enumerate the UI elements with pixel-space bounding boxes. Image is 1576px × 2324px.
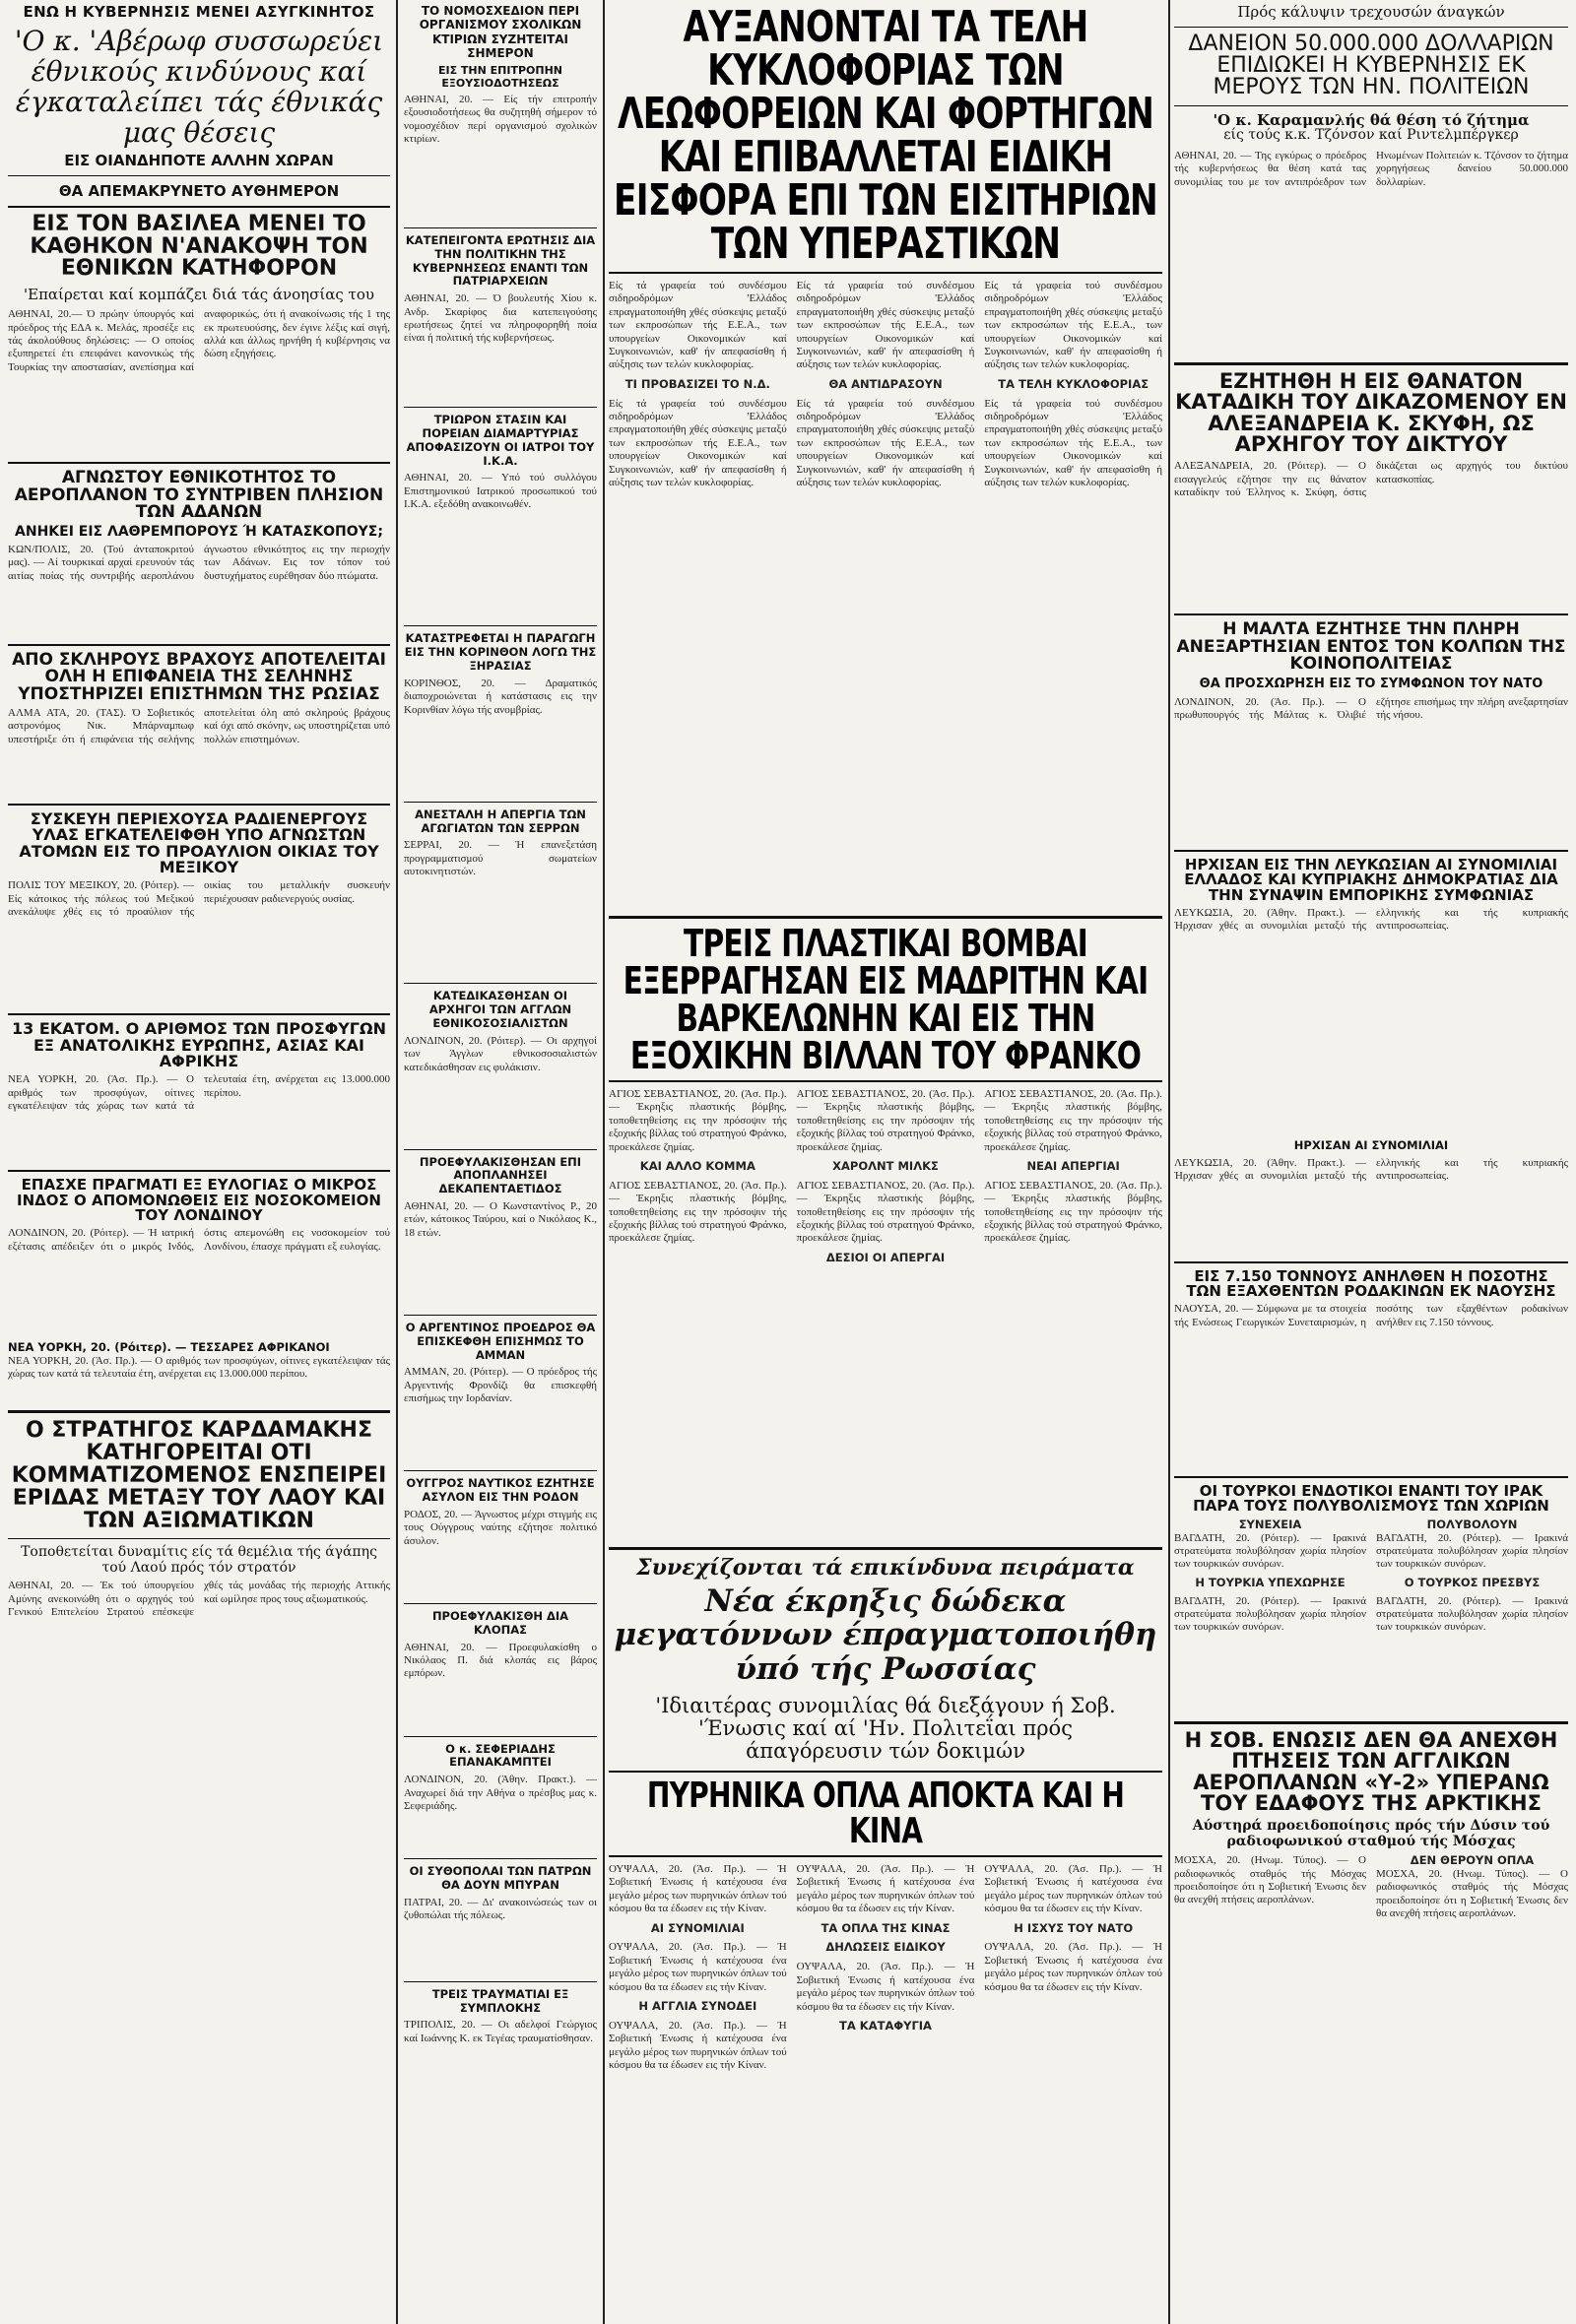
fares-body-3: Είς τά γραφεία τού συνδέσμου σιδηροδρόμων 'Ελλάδος επραγματοποιήθη χθές σύσκεψις μεταξύ των εκπροσώπων τής Ε.Ε.Α., των υπουργείων Οικονομικών καί Συγκοινωνιών, καθ' ήν απεφασίσθη ή αύξησις των τελών κυκλοφορίας.: [796, 280, 975, 371]
column-rule: [396, 0, 398, 2324]
cyprus-subhead: ΗΡΧΙΣΑΝ ΑΙ ΣΥΝΟΜΙΛΙΑΙ: [1293, 1137, 1449, 1152]
patriarch-body: ΑΘΗΝΑΙ, 20. — Ό βουλευτής Χίου κ. Ανδρ. Σκαρίφος δια κατεπειγούσης ερωτήσεως ζητεί να πληροφορηθή ποία είναι ή πολιτική τής κυβερνήσεως.: [404, 292, 597, 345]
u2-body: ΜΟΣΧΑ, 20. (Ηνωμ. Τύπος). — Ο ραδιοφωνικός σταθμός τής Μόσχας προειδοποίησε ότι η Σοβιετική Ένωσις δεν θα ανεχθή πτήσεις αεροπλάνων.: [1174, 1854, 1366, 1906]
lead-headline: 'Ο κ. 'Αβέρωφ συσσωρεύει έθνικούς κινδύνους καί έγκαταλείπει τάς έθνικάς μας θέσεις: [14, 25, 384, 149]
loan-deck-1: 'Ο κ. Καραμανλής θά θέση τό ζήτημα: [1213, 110, 1530, 129]
seferiadis-headline: Ο κ. ΣΕΦΕΡΙΑΔΗΣ ΕΠΑΝΑΚΑΜΠΤΕΙ: [445, 1741, 556, 1770]
schools-headline: ΤΟ ΝΟΜΟΣΧΕΔΙΟΝ ΠΕΡΙ ΟΡΓΑΝΙΣΜΟΥ ΣΧΟΛΙΚΩΝ ΚΤΙΡΙΩΝ ΣΥΖΗΤΕΙΤΑΙ ΣΗΜΕΡΟΝ: [419, 4, 582, 61]
iraq-body-4: ΒΑΓΔΑΤΗ, 20. (Ρόιτερ). — Ιρακινά στρατεύματα πολυβόλησαν χωρία πλησίον των τουρκικών συνόρων.: [1376, 1594, 1568, 1634]
china-body-2: ΟΥΨΑΛΑ, 20. (Άσ. Πρ.). — Ή Σοβιετική Ένωσις ή κατέχουσα ένα μεγάλο μέρος των πυρηνικών όπλων τού κόσμου θα τα έδωσεν εις τήν Κίναν.: [609, 1941, 787, 1993]
bombs-subhead-allo: ΚΑΙ ΑΛΛΟ ΚΟΜΜΑ: [639, 1159, 755, 1174]
injured-body: ΤΡΙΠΟΛΙΣ, 20. — Οι αδελφοί Γεώργιος καί Ιωάννης Κ. εκ Τεγέας τραυματίσθησαν.: [404, 2019, 597, 2044]
theft-headline: ΠΡΟΕΦΥΛΑΚΙΣΘΗ ΔΙΑ ΚΛΟΠΑΣ: [431, 1609, 569, 1637]
skyfis-body: ΑΛΕΞΑΝΔΡΕΙΑ, 20. (Ρόιτερ). — Ο εισαγγελεύς εζήτησε την εις θάνατον καταδίκην τού Έλληνος κ. Σκύφη, όστις δικάζεται ως αρχηγός του δικτύου κατασκοπίας.: [1174, 460, 1568, 499]
cyprus-headline: ΗΡΧΙΣΑΝ ΕΙΣ ΤΗΝ ΛΕΥΚΩΣΙΑΝ ΑΙ ΣΥΝΟΜΙΛΙΑΙ ΕΛΛΑΔΟΣ ΚΑΙ ΚΥΠΡΙΑΚΗΣ ΔΗΜΟΚΡΑΤΙΑΣ ΔΙΑ ΤΗΝ ΣΥΝΑΨΙΝ ΕΜΠΟΡΙΚΗΣ ΣΥΜΦΩΝΙΑΣ: [1184, 855, 1558, 904]
sailor-headline: ΟΥΓΓΡΟΣ ΝΑΥΤΙΚΟΣ ΕΖΗΤΗΣΕ ΑΣΥΛΟΝ ΕΙΣ ΤΗΝ ΡΟΔΟΝ: [406, 1476, 595, 1505]
bombs-body: ΑΓΙΟΣ ΣΕΒΑΣΤΙΑΝΟΣ, 20. (Άσ. Πρ.). — Έκρηξις πλαστικής βόμβης, τοποθετηθείσης εις την πρόσοψιν τής εξοχικής βίλλας τού στρατηγού Φράνκο, προεκάλεσε ζημίας.: [609, 1088, 787, 1153]
iraq-subhead-4: Ο ΤΟΥΡΚΟΣ ΠΡΕΣΒΥΣ: [1404, 1575, 1541, 1589]
strike-headline: ΑΝΕΣΤΑΛΗ Η ΑΠΕΡΓΙΑ ΤΩΝ ΑΓΩΓΙΑΤΩΝ ΤΩΝ ΣΕΡΡΩΝ: [415, 807, 586, 835]
china-body-6: ΟΥΨΑΛΑ, 20. (Άσ. Πρ.). — Ή Σοβιετική Ένωσις ή κατέχουσα ένα μεγάλο μέρος των πυρηνικών όπλων τού κόσμου θα τα έδωσεν εις τήν Κίναν.: [984, 1863, 1162, 1915]
bombs-body-6: ΑΓΙΟΣ ΣΕΒΑΣΤΙΑΝΟΣ, 20. (Άσ. Πρ.). — Έκρηξις πλαστικής βόμβης, τοποθετηθείσης εις την πρόσοψιν τής εξοχικής βίλλας τού στρατηγού Φράνκο, προεκάλεσε ζημίας.: [984, 1179, 1162, 1245]
patriarch-headline: ΚΑΤΕΠΕΙΓΟΝΤΑ ΕΡΩΤΗΣΙΣ ΔΙΑ ΤΗΝ ΠΟΛΙΤΙΚΗΝ ΤΗΣ ΚΥΒΕΡΝΗΣΕΩΣ ΕΝΑΝΤΙ ΤΩΝ ΠΑΤΡΙΑΡΧΕΙΩΝ: [405, 232, 596, 289]
detained-headline: ΠΡΟΕΦΥΛΑΚΙΣΘΗΣΑΝ ΕΠΙ ΑΠΟΠΛΑΝΗΣΕΙ ΔΕΚΑΠΕΝΤΑΕΤΙΔΟΣ: [419, 1154, 582, 1196]
drought-body: ΚΟΡΙΝΘΟΣ, 20. — Δραματικός διαποχροιώνεται ή κατάστασις εις την Κορινθίαν λόγω τής ανομβρίας.: [404, 677, 597, 716]
china-subhead-kataf: ΤΑ ΚΑΤΑΦΥΓΙΑ: [839, 2018, 932, 2033]
fares-banner-headline: ΑΥΞΑΝΟΝΤΑΙ ΤΑ ΤΕΛΗ ΚΥΚΛΟΦΟΡΙΑΣ ΤΩΝ ΛΕΩΦΟΡΕΙΩΝ ΚΑΙ ΦΟΡΤΗΓΩΝ ΚΑΙ ΕΠΙΒΑΛΛΕΤΑΙ ΕΙΔΙΚΗ ΕΙΣΦΟΡΑ ΕΠΙ ΤΩΝ ΕΙΣΙΤΗΡΙΩΝ ΤΩΝ ΥΠΕΡΑΣΤΙΚΩΝ: [614, 6, 1157, 266]
fascists-body: ΛΟΝΔΙΝΟΝ, 20. (Ρόιτερ). — Οι αρχηγοί των Άγγλων εθνικοσοσιαλιστών κατεδικάσθησαν εις φυλάκισιν.: [404, 1034, 597, 1073]
china-subhead-dil: ΔΗΛΩΣΕΙΣ ΕΙΔΙΚΟΥ: [825, 1940, 946, 1955]
sailor-body: ΡΟΔΟΣ, 20. — Άγνωστος μέχρι στιγμής εις τους Ούγγρους ναύτης εζήτησε πολιτικό άσυλον.: [404, 1509, 597, 1547]
china-subhead-isxys: Η ΙΣΧΥΣ ΤΟΥ ΝΑΤΟ: [1014, 1920, 1134, 1935]
china-body-7: ΟΥΨΑΛΑ, 20. (Άσ. Πρ.). — Ή Σοβιετική Ένωσις ή κατέχουσα ένα μεγάλο μέρος των πυρηνικών όπλων τού κόσμου θα τα έδωσεν εις τήν Κίναν.: [984, 1941, 1162, 1993]
china-subhead-kina: ΤΑ ΟΠΛΑ ΤΗΣ ΚΙΝΑΣ: [821, 1920, 951, 1935]
malta-subhead: ΘΑ ΠΡΟΣΧΩΡΗΣΗ ΕΙΣ ΤΟ ΣΥΜΦΩΝΟΝ ΤΟΥ ΝΑΤΟ: [1199, 677, 1543, 692]
lead-subhead-1: ΕΙΣ ΟΙΑΝΔΗΠΟΤΕ ΑΛΛΗΝ ΧΩΡΑΝ: [64, 152, 334, 170]
right-column: [1174, 4, 1568, 2324]
seferiadis-body: ΛΟΝΔΙΝΟΝ, 20. (Άθην. Πρακτ.). — Αναχωρεί διά την Αθήνα ο πρέσβυς μας κ. Σεφεριάδης.: [404, 1774, 597, 1813]
bombs-body-2: ΑΓΙΟΣ ΣΕΒΑΣΤΙΑΝΟΣ, 20. (Άσ. Πρ.). — Έκρηξις πλαστικής βόμβης, τοποθετηθείσης εις την πρόσοψιν τής εξοχικής βίλλας τού στρατηγού Φράνκο, προεκάλεσε ζημίας.: [609, 1179, 787, 1245]
lead-body: ΑΘΗΝΑΙ, 20.— Ό πρώην ύπουργός καί πρόεδρος τής ΕΔΑ κ. Μελάς, προσέξε εις τάς άκολούθους δηλώσεις: — Ο οποίος εξυπηρετεί έτι επειφάνει κανονικώς τής Τουρκίας την αποστασίαν, ανεπίσημα καί αναφορικώς, ότι ή ανακοίνωσις τής 1 της εκ πρωτευούσης, δεν έγινε λέξις καί σιγή, αλλά και άλλως ηρνήθη ή κυβέρνησις να δώση εξηγήσεις.: [8, 308, 390, 373]
column-rule: [1168, 0, 1170, 2324]
lead-subhead-3: ΕΙΣ ΤΟΝ ΒΑΣΙΛΕΑ ΜΕΝΕΙ ΤΟ ΚΑΘΗΚΟΝ Ν'ΑΝΑΚΟΨΗ ΤΟΝ ΕΘΝΙΚΩΝ ΚΑΤΗΦΟΡΟΝ: [30, 212, 368, 282]
bombs-subhead-xar: ΧΑΡΟΛΝΤ ΜΙΛΚΣ: [832, 1159, 939, 1174]
injured-headline: ΤΡΕΙΣ ΤΡΑΥΜΑΤΙΑΙ ΕΞ ΣΥΜΠΛΟΚΗΣ: [431, 1986, 569, 2015]
malta-body: ΛΟΝΔΙΝΟΝ, 20. (Άσ. Πρ.). — Ο πρωθυπουργός τής Μάλτας κ. Όλιβιέ εζήτησε επισήμως την πλήρη ανεξαρτησίαν τής νήσου.: [1174, 695, 1568, 722]
bombs-body-5: ΑΓΙΟΣ ΣΕΒΑΣΤΙΑΝΟΣ, 20. (Άσ. Πρ.). — Έκρηξις πλαστικής βόμβης, τοποθετηθείσης εις την πρόσοψιν τής εξοχικής βίλλας τού στρατηγού Φράνκο, προεκάλεσε ζημίας.: [984, 1088, 1162, 1153]
iraq-headline: ΟΙ ΤΟΥΡΚΟΙ ΕΝΔΟΤΙΚΟΙ ΕΝΑΝΤΙ ΤΟΥ ΙΡΑΚ ΠΑΡΑ ΤΟΥΣ ΠΟΛΥΒΟΛΙΣΜΟΥΣ ΤΩΝ ΧΩΡΙΩΝ: [1193, 1482, 1549, 1516]
iraq-body: ΒΑΓΔΑΤΗ, 20. (Ρόιτερ). — Ιρακινά στρατεύματα πολυβόλησαν χωρία πλησίον των τουρκικών συνόρων.: [1174, 1531, 1366, 1571]
lead-kicker: ΕΝΩ Η ΚΥΒΕΡΝΗΣΙΣ ΜΕΝΕΙ ΑΣΥΓΚΙΝΗΤΟΣ: [23, 4, 375, 21]
u2-body-2: ΜΟΣΧΑ, 20. (Ηνωμ. Τύπος). — Ο ραδιοφωνικός σταθμός τής Μόσχας προειδοποίησε ότι η Σοβιετική Ένωσις δεν θα ανεχθή πτήσεις αεροπλάνων.: [1376, 1867, 1568, 1920]
bombs-body-3: ΑΓΙΟΣ ΣΕΒΑΣΤΙΑΝΟΣ, 20. (Άσ. Πρ.). — Έκρηξις πλαστικής βόμβης, τοποθετηθείσης εις την πρόσοψιν τής εξοχικής βίλλας τού στρατηγού Φράνκο, προεκάλεσε ζημίας.: [796, 1088, 975, 1153]
beer-headline: ΟΙ ΣΥΘΟΠΟΛΑΙ ΤΩΝ ΠΑΤΡΩΝ ΘΑ ΔΟΥΝ ΜΠΥΡΑΝ: [409, 1864, 592, 1893]
tests-headline: Νέα έκρηξις δώδεκα μεγατόννων έπραγματοποιήθη ύπό τής Ρωσσίας: [614, 1582, 1157, 1688]
peaches-headline: ΕΙΣ 7.150 ΤΟΝΝΟΥΣ ΑΝΗΛΘΕΝ Η ΠΟΣΟΤΗΣ ΤΩΝ ΕΞΑΧΘΕΝΤΩΝ ΡΟΔΑΚΙΝΩΝ ΕΚ ΝΑΟΥΣΗΣ: [1186, 1266, 1556, 1300]
cyprus-body-2: ΛΕΥΚΩΣΙΑ, 20. (Άθην. Πρακτ.). — Ήρχισαν χθές αι συνομιλίαι μεταξύ τής ελληνικής και τής κυπριακής αντιπροσωπείας.: [1174, 1156, 1568, 1182]
kardamakis-body: ΑΘΗΝΑΙ, 20. — Έκ τού ύπουργείου Αμύνης ανεκοινώθη ότι ο αρχηγός τού Γενικού Επιτελείου Στρατού επέσκεψε χθές τάς μονάδας τής περιοχής Αττικής καί ωμίλησε προς τους αξιωματικούς.: [8, 1580, 390, 1618]
iraq-body-2: ΒΑΓΔΑΤΗ, 20. (Ρόιτερ). — Ιρακινά στρατεύματα πολυβόλησαν χωρία πλησίον των τουρκικών συνόρων.: [1174, 1594, 1366, 1634]
moon-body: ΑΛΜΑ ΑΤΑ, 20. (ΤΑΣ). Ό Σοβιετικός αστρονόμος Νικ. Μπάρναμπωφ υπεστήριξε ότι ή επιφάνεια τής σελήνης αποτελείται όλη από σκληρούς βράχους καί όχι από σκόνην, ως υποστηρίζεται υπό πολλών επιστημόνων.: [8, 707, 390, 745]
adana-subhead: ΑΝΗΚΕΙ ΕΙΣ ΛΑΘΡΕΜΠΟΡΟΥΣ Ή ΚΑΤΑΣΚΟΠΟΥΣ;: [15, 524, 383, 541]
second-column: [404, 4, 597, 2324]
loan-deck-2: είς τούς κ.κ. Τζόνσον καί Ριντελμπέργκερ: [1223, 127, 1519, 144]
doctors-headline: ΤΡΙΩΡΟΝ ΣΤΑΣΙΝ ΚΑΙ ΠΟΡΕΙΑΝ ΔΙΑΜΑΡΤΥΡΙΑΣ ΑΠΟΦΑΣΙΖΟΥΝ ΟΙ ΙΑΤΡΟΙ ΤΟΥ Ι.Κ.Α.: [406, 413, 595, 468]
china-subhead-syn: ΑΙ ΣΥΝΟΜΙΛΙΑΙ: [650, 1920, 745, 1935]
china-article: [609, 1863, 1162, 2324]
loan-kicker: Πρός κάλυψιν τρεχουσών άναγκών: [1237, 4, 1505, 21]
fares-article: [609, 280, 1162, 910]
column-rule: [603, 0, 605, 2324]
smallpox-body: ΛΟΝΔΙΝΟΝ, 20. (Ρόιτερ). — Ή ιατρική εξέτασις απέδειξεν ότι ο μικρός Ινδός, όστις απεμονώθη εις νοσοκομείον τού Λονδίνου, έπασχε πράγματι εξ ευλογίας.: [8, 1227, 390, 1253]
fascists-headline: ΚΑΤΕΔΙΚΑΣΘΗΣΑΝ ΟΙ ΑΡΧΗΓΟΙ ΤΩΝ ΑΓΓΛΩΝ ΕΘΝΙΚΟΣΟΣΙΑΛΙΣΤΩΝ: [428, 989, 572, 1030]
skyfis-headline: ΕΖΗΤΗΘΗ Η ΕΙΣ ΘΑΝΑΤΟΝ ΚΑΤΑΔΙΚΗ ΤΟΥ ΔΙΚΑΖΟΜΕΝΟΥ ΕΝ ΑΛΕΞΑΝΔΡΕΙΑ Κ. ΣΚΥΦΗ, ΩΣ ΑΡΧΗΓΟΥ ΤΟΥ ΔΙΚΤΥΟΥ: [1175, 368, 1567, 456]
strike-body: ΣΕΡΡΑΙ, 20. — Ή επανεξετάση προγραμματισμού σωματείων αυτοκινητιστών.: [404, 839, 597, 878]
china-body: ΟΥΨΑΛΑ, 20. (Άσ. Πρ.). — Ή Σοβιετική Ένωσις ή κατέχουσα ένα μεγάλο μέρος των πυρηνικών όπλων τού κόσμου θα τα έδωσεν εις τήν Κίναν.: [609, 1863, 787, 1915]
fares-body-5: Είς τά γραφεία τού συνδέσμου σιδηροδρόμων 'Ελλάδος επραγματοποιήθη χθές σύσκεψις μεταξύ των εκπροσώπων τής Ε.Ε.Α., των υπουργείων Οικονομικών καί Συγκοινωνιών, καθ' ήν απεφασίσθη ή αύξησις των τελών κυκλοφορίας.: [984, 280, 1162, 371]
kardamakis-deck: Τοποθετείται δυναμίτις είς τά θεμέλια τής άγάπης τού Λαού πρός τόν στρατόν: [21, 1544, 377, 1576]
mexico-headline: ΣΥΣΚΕΥΗ ΠΕΡΙΕΧΟΥΣΑ ΡΑΔΙΕΝΕΡΓΟΥΣ ΥΛΑΣ ΕΓΚΑΤΕΛΕΙΦΘΗ ΥΠΟ ΑΓΝΩΣΤΩΝ ΑΤΟΜΩΝ ΕΙΣ ΤΟ ΠΡΟΑΥΛΙΟΝ ΟΙΚΙΑΣ ΤΟΥ ΜΕΞΙΚΟΥ: [19, 809, 379, 876]
fares-body-6: Είς τά γραφεία τού συνδέσμου σιδηροδρόμων 'Ελλάδος επραγματοποιήθη χθές σύσκεψις μεταξύ των εκπροσώπων τής Ε.Ε.Α., των υπουργείων Οικονομικών καί Συγκοινωνιών, καθ' ήν απεφασίσθη ή αύξησις των τελών κυκλοφορίας.: [984, 397, 1162, 489]
china-body-5: ΟΥΨΑΛΑ, 20. (Άσ. Πρ.). — Ή Σοβιετική Ένωσις ή κατέχουσα ένα μεγάλο μέρος των πυρηνικών όπλων τού κόσμου θα τα έδωσεν εις τήν Κίναν.: [796, 1961, 975, 2013]
iraq-subhead-1: ΣΥΝΕΧΕΙΑ: [1238, 1517, 1302, 1531]
bombs-subhead-arr: ΝΕΑΙ ΑΠΕΡΓΙΑΙ: [1026, 1159, 1120, 1174]
doctors-body: ΑΘΗΝΑΙ, 20. — Υπό τού συλλόγου Επιστημονικού Ιατρικού προσωπικού τού Ι.Κ.Α. εξεδόθη ανακοινωθέν.: [404, 472, 597, 511]
bombs-body-4: ΑΓΙΟΣ ΣΕΒΑΣΤΙΑΝΟΣ, 20. (Άσ. Πρ.). — Έκρηξις πλαστικής βόμβης, τοποθετηθείσης εις την πρόσοψιν τής εξοχικής βίλλας τού στρατηγού Φράνκο, προεκάλεσε ζημίας.: [796, 1179, 975, 1245]
theft-body: ΑΘΗΝΑΙ, 20. — Προεφυλακίσθη ο Νικόλαος Π. διά κλοπάς εις βάρος εμπόρων.: [404, 1641, 597, 1680]
u2-article: [1174, 1854, 1568, 2022]
fares-body-2: Είς τά γραφεία τού συνδέσμου σιδηροδρόμων 'Ελλάδος επραγματοποιήθη χθές σύσκεψις μεταξύ των εκπροσώπων τής Ε.Ε.Α., των υπουργείων Οικονομικών καί Συγκοινωνιών, καθ' ήν απεφασίσθη ή αύξησις των τελών κυκλοφορίας.: [609, 397, 787, 489]
schools-subhead: ΕΙΣ ΤΗΝ ΕΠΙΤΡΟΠΗΝ ΕΞΟΥΣΙΟΔΟΤΗΣΕΩΣ: [437, 63, 563, 90]
u2-headline: Η ΣΟΒ. ΕΝΩΣΙΣ ΔΕΝ ΘΑ ΑΝΕΧΘΗ ΠΤΗΣΕΙΣ ΤΩΝ ΑΓΓΛΙΚΩΝ ΑΕΡΟΠΛΑΝΩΝ «Υ-2» ΥΠΕΡΑΝΩ ΤΟΥ ΕΔΑΦΟΥΣ ΤΗΣ ΑΡΚΤΙΚΗΣ: [1184, 1727, 1558, 1815]
fares-subhead-anti: ΘΑ ΑΝΤΙΔΡΑΣΟΥΝ: [828, 376, 943, 391]
iraq-subhead-3: ΠΟΛΥΒΟΛΟΥΝ: [1426, 1517, 1518, 1531]
fares-body-4: Είς τά γραφεία τού συνδέσμου σιδηροδρόμων 'Ελλάδος επραγματοποιήθη χθές σύσκεψις μεταξύ των εκπροσώπων τής Ε.Ε.Α., των υπουργείων Οικονομικών καί Συγκοινωνιών, καθ' ήν απεφασίσθη ή αύξησις των τελών κυκλοφορίας.: [796, 397, 975, 489]
detained-body: ΑΘΗΝΑΙ, 20. — Ο Κωνσταντίνος Ρ., 20 ετών, κάτοικος Ταύρου, καί ο Νικόλαος Κ., 18 ετών.: [404, 1200, 597, 1239]
iraq-subhead-2: Η ΤΟΥΡΚΙΑ ΥΠΕΧΩΡΗΣΕ: [1195, 1575, 1346, 1589]
fares-subhead-teli: ΤΑ ΤΕΛΗ ΚΥΚΛΟΦΟΡΙΑΣ: [998, 376, 1149, 391]
china-subhead-aglia: Η ΑΓΓΛΙΑ ΣΥΝΟΔΕΙ: [638, 1999, 757, 2014]
bombs-subhead-des: ΔΕΣΙΟΙ ΟΙ ΑΠΕΡΓΑΙ: [825, 1250, 946, 1264]
fares-subhead-nd: ΤΙ ΠΡΟΒΑΣΙΖΕΙ ΤΟ Ν.Δ.: [624, 376, 770, 391]
china-body-4: ΟΥΨΑΛΑ, 20. (Άσ. Πρ.). — Ή Σοβιετική Ένωσις ή κατέχουσα ένα μεγάλο μέρος των πυρηνικών όπλων τού κόσμου θα τα έδωσεν εις τήν Κίναν.: [796, 1863, 975, 1915]
loan-headline: ΔΑΝΕΙΟΝ 50.000.000 ΔΟΛΛΑΡΙΩΝ ΕΠΙΔΙΩΚΕΙ Η ΚΥΒΕΡΝΗΣΙΣ ΕΚ ΜΕΡΟΥΣ ΤΩΝ ΗΝ. ΠΟΛΙΤΕΙΩΝ: [1188, 31, 1554, 100]
malta-headline: Η ΜΑΛΤΑ ΕΖΗΤΗΣΕ ΤΗΝ ΠΛΗΡΗ ΑΝΕΞΑΡΤΗΣΙΑΝ ΕΝΤΟΣ ΤΟΝ ΚΟΛΠΩΝ ΤΗΣ ΚΟΙΝΟΠΟΛΙΤΕΙΑΣ: [1176, 619, 1566, 674]
tests-kicker: Συνεχίζονται τά επικίνδυνα πειράματα: [636, 1555, 1135, 1581]
adana-headline: ΑΓΝΩΣΤΟΥ ΕΘΝΙΚΟΤΗΤΟΣ ΤΟ ΑΕΡΟΠΛΑΝΟΝ ΤΟ ΣΥΝΤΡΙΒΕΝ ΠΛΗΣΙΟΝ ΤΩΝ ΑΔΑΝΩΝ: [14, 468, 384, 522]
argentina-headline: Ο ΑΡΓΕΝΤΙΝΟΣ ΠΡΟΕΔΡΟΣ ΘΑ ΕΠΙΣΚΕΦΘΗ ΕΠΙΣΗΜΩΣ ΤΟ ΑΜΜΑΝ: [405, 1321, 596, 1362]
tests-deck: 'Ιδιαιτέρας συνομιλίας θά διεξάγουν ή Σοβ. 'Ένωσις καί αί 'Ην. Πολιτεΐαι πρός άπαγόρευσιν τών δοκιμών: [655, 1693, 1116, 1763]
drought-headline: ΚΑΤΑΣΤΡΕΦΕΤΑΙ Η ΠΑΡΑΓΩΓΗ ΕΙΣ ΤΗΝ ΚΟΡΙΝΘΟΝ ΛΟΓΩ ΤΗΣ ΞΗΡΑΣΙΑΣ: [404, 631, 597, 673]
iraq-body-3: ΒΑΓΔΑΤΗ, 20. (Ρόιτερ). — Ιρακινά στρατεύματα πολυβόλησαν χωρία πλησίον των τουρκικών συνόρων.: [1376, 1531, 1568, 1571]
refugees-body: ΝΕΑ ΥΟΡΚΗ, 20. (Άσ. Πρ.). — Ο αριθμός των προσφύγων, οίτινες εγκατέλειψαν τάς χώρας των κατά τά τελευταία έτη, ανέρχεται εις 13.000.000 περίπου.: [8, 1073, 390, 1113]
cyprus-body: ΛΕΥΚΩΣΙΑ, 20. (Άθην. Πρακτ.). — Ήρχισαν χθές αι συνομιλίαι μεταξύ τής ελληνικής και τής κυπριακής αντιπροσωπείας.: [1174, 906, 1568, 933]
africans-body: ΝΕΑ ΥΟΡΚΗ, 20. (Άσ. Πρ.). — Ο αριθμός των προσφύγων, οίτινες εγκατέλειψαν τάς χώρας των κατά τά τελευταία έτη, ανέρχεται εις 13.000.000 περίπου.: [8, 1354, 390, 1381]
fares-body: Είς τά γραφεία τού συνδέσμου σιδηροδρόμων 'Ελλάδος επραγματοποιήθη χθές σύσκεψις μεταξύ των εκπροσώπων τής Ε.Ε.Α., των υπουργείων Οικονομικών καί Συγκοινωνιών, καθ' ήν απεφασίσθη ή αύξησις των τελών κυκλοφορίας.: [609, 280, 787, 371]
mexico-body: ΠΟΛΙΣ ΤΟΥ ΜΕΞΙΚΟΥ, 20. (Ρόιτερ). — Είς κάτοικος τής πόλεως τού Μεξικού ανεκάλυψε χθές εις τό προαύλιον τής οικίας του μεταλλικήν συσκευήν περιέχουσαν ραδιενεργούς ουσίας.: [8, 879, 390, 919]
beer-body: ΠΑΤΡΑΙ, 20. — Δι' ανακοινώσεώς των οι ζυθοπώλαι τής πόλεως.: [404, 1896, 597, 1922]
u2-deck: Αύστηρά προειδοποίησις πρός τήν Δύσιν τού ραδιοφωνικού σταθμού τής Μόσχας: [1192, 1818, 1550, 1849]
china-banner-headline: ΠΥΡΗΝΙΚΑ ΟΠΛΑ ΑΠΟΚΤΑ ΚΑΙ Η ΚΙΝΑ: [646, 1778, 1125, 1850]
center-column: [609, 6, 1162, 2324]
u2-subhead: ΔΕΝ ΘΕΡΟΥΝ ΟΠΛΑ: [1410, 1854, 1535, 1868]
kardamakis-headline: Ο ΣΤΡΑΤΗΓΟΣ ΚΑΡΔΑΜΑΚΗΣ ΚΑΤΗΓΟΡΕΙΤΑΙ ΟΤΙ ΚΟΜΜΑΤΙΖΟΜΕΝΟΣ ΕΝΣΠΕΙΡΕΙ ΕΡΙΔΑΣ ΜΕΤΑΞΥ ΤΟΥ ΛΑΟΥ ΚΑΙ ΤΩΝ ΑΞΙΩΜΑΤΙΚΩΝ: [11, 1417, 387, 1534]
peaches-body: ΝΑΟΥΣΑ, 20. — Σύμφωνα με τα στοιχεία τής Ενώσεως Γεωργικών Συνεταιρισμών, η ποσότης των εξαχθέντων ροδακίνων ανήλθεν εις 7.150 τόννους.: [1174, 1303, 1568, 1328]
moon-headline: ΑΠΟ ΣΚΛΗΡΟΥΣ ΒΡΑΧΟΥΣ ΑΠΟΤΕΛΕΙΤΑΙ ΟΛΗ Η ΕΠΙΦΑΝΕΙΑ ΤΗΣ ΣΕΛΗΝΗΣ ΥΠΟΣΤΗΡΙΖΕΙ ΕΠΙΣΤΗΜΩΝ ΤΗΣ ΡΩΣΙΑΣ: [12, 650, 386, 704]
loan-body: ΑΘΗΝΑΙ, 20. — Της εγκύρως ο πρόεδρος τής κυβερνήσεως θα θέση κατά τας συνομιλίας του με τον αντιπρόεδρον των Ηνωμένων Πολιτειών κ. Τζόνσον το ζήτημα χορηγήσεως δανείου 50.000.000 δολλαρίων.: [1174, 149, 1568, 188]
smallpox-headline: ΕΠΑΣΧΕ ΠΡΑΓΜΑΤΙ ΕΞ ΕΥΛΟΓΙΑΣ Ο ΜΙΚΡΟΣ ΙΝΔΟΣ Ο ΑΠΟΜΟΝΩΘΕΙΣ ΕΙΣ ΝΟΣΟΚΟΜΕΙΟΝ ΤΟΥ ΛΟΝΔΙΝΟΥ: [17, 1176, 381, 1224]
bombs-article: [609, 1088, 1162, 1541]
bombs-banner-headline: ΤΡΕΙΣ ΠΛΑΣΤΙΚΑΙ ΒΟΜΒΑΙ ΕΞΕΡΡΑΓΗΣΑΝ ΕΙΣ ΜΑΔΡΙΤΗΝ ΚΑΙ ΒΑΡΚΕΛΩΝΗΝ ΚΑΙ ΕΙΣ ΤΗΝ ΕΞΟΧΙΚΗΝ ΒΙΛΛΑΝ ΤΟΥ ΦΡΑΝΚΟ: [623, 925, 1149, 1074]
africans-kicker: ΝΕΑ ΥΟΡΚΗ, 20. (Ρόιτερ). — ΤΕΣΣΑΡΕΣ ΑΦΡΙΚΑΝΟΙ: [8, 1340, 330, 1355]
refugees-headline: 13 ΕΚΑΤΟΜ. Ο ΑΡΙΘΜΟΣ ΤΩΝ ΠΡΟΣΦΥΓΩΝ ΕΞ ΑΝΑΤΟΛΙΚΗΣ ΕΥΡΩΠΗΣ, ΑΣΙΑΣ ΚΑΙ ΑΦΡΙΚΗΣ: [12, 1019, 386, 1070]
schools-body: ΑΘΗΝΑΙ, 20. — Είς τήν επιτροπήν εξουσιοδοτήσεως θα συζητηθή σήμερον τό νομοσχέδιον περί οργανισμού σχολικών κτιρίων.: [404, 93, 597, 146]
iraq-article: [1174, 1518, 1568, 1715]
lead-deck: 'Επαίρεται καί κομπάζει διά τάς άνοησίας του: [24, 285, 374, 303]
argentina-body: ΑΜΜΑΝ, 20. (Ρόιτερ). — Ο πρόεδρος τής Αργεντινής Φρονδίζι θα επισκεφθή επισήμως την Ιορδανίαν.: [404, 1366, 597, 1405]
china-body-3: ΟΥΨΑΛΑ, 20. (Άσ. Πρ.). — Ή Σοβιετική Ένωσις ή κατέχουσα ένα μεγάλο μέρος των πυρηνικών όπλων τού κόσμου θα τα έδωσεν εις τήν Κίναν.: [609, 2019, 787, 2072]
left-column: [8, 4, 390, 2324]
lead-subhead-2: ΘΑ ΑΠΕΜΑΚΡΥΝΕΤΟ ΑΥΘΗΜΕΡΟΝ: [58, 182, 340, 201]
adana-body: ΚΩΝ/ΠΟΛΙΣ, 20. (Τού άνταποκριτού μας). — Αί τουρκικαί αρχαί ερευνούν τάς αιτίας ποίας τής συντριβής αεροπλάνου άγνωστου εθνικότητος εις την περιοχήν των Αδάνων. Εις τον τόπον τού δυστυχήματος ευρέθησαν δύο πτώματα.: [8, 544, 390, 582]
